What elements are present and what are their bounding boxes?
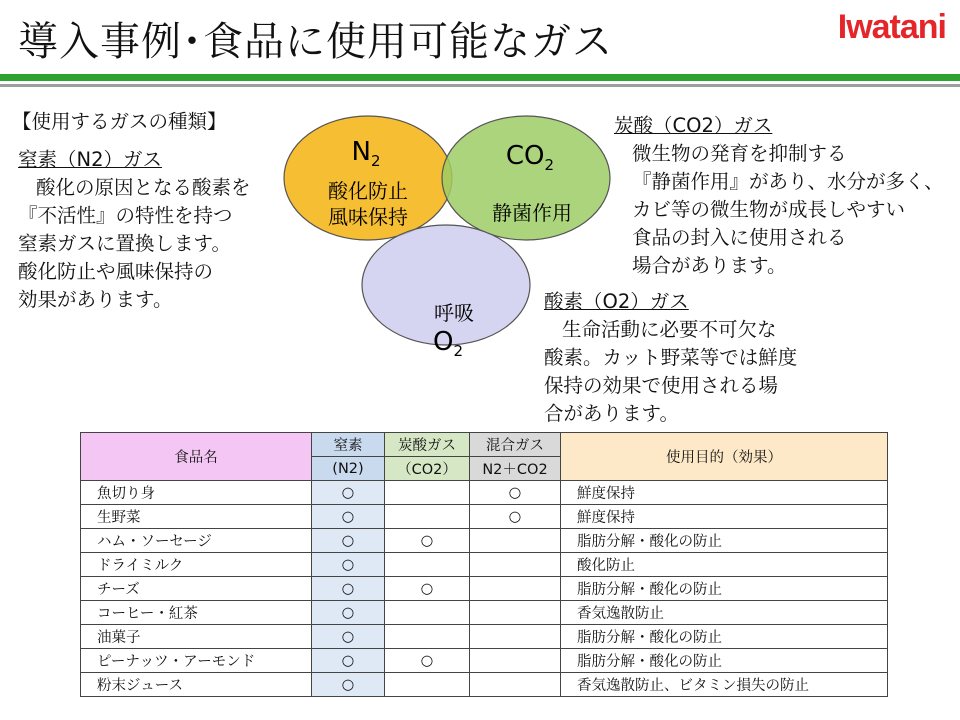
header-food: 食品名 [81,433,312,481]
o2-heading: 酸素（O2）ガス [544,290,689,313]
cell-co2: ○ [385,529,470,553]
co2-line: 微生物の発育を抑制する [632,142,847,165]
n2-line: 『不活性』の特性を持つ [18,204,233,227]
o2-line: 生命活動に必要不可欠な [562,318,777,341]
cell-purpose: 脂肪分解・酸化の防止 [561,529,888,553]
header-n2-bottom: (N2) [312,457,385,481]
o2-line: 保持の効果で使用される場 [544,374,779,397]
cell-n2: ○ [312,625,385,649]
cell-n2: ○ [312,601,385,625]
cell-food: チーズ [81,577,312,601]
cell-mix [470,553,561,577]
n2-formula: $N_2$ [351,137,381,170]
header-purpose: 使用目的（効果） [561,433,888,481]
co2-line: 食品の封入に使用される [632,226,847,249]
n2-heading: 窒素（N2）ガス [18,148,162,171]
cell-n2: ○ [312,553,385,577]
title-rule-gray [0,84,960,87]
cell-purpose: 脂肪分解・酸化の防止 [561,577,888,601]
cell-purpose: 香気逸散防止、ビタミン損失の防止 [561,673,888,697]
cell-co2 [385,625,470,649]
cell-n2: ○ [312,577,385,601]
cell-food: ハム・ソーセージ [81,529,312,553]
co2-line: 『静菌作用』があり、水分が多く、 [632,170,944,193]
gas-venn-diagram [280,110,620,380]
o2-line: 酸素。カット野菜等では鮮度 [544,346,798,369]
cell-n2: ○ [312,649,385,673]
n2-line: 酸化の原因となる酸素を [36,176,251,199]
cell-food: 粉末ジュース [81,673,312,697]
table-row [81,553,888,577]
cell-co2 [385,481,470,505]
co2-formula: $CO_2$ [505,141,555,174]
table-row [81,601,888,625]
cell-food: ピーナッツ・アーモンド [81,649,312,673]
co2-heading: 炭酸（CO2）ガス [614,114,773,137]
cell-mix: ○ [470,481,561,505]
table-row [81,505,888,529]
cell-co2 [385,601,470,625]
o2-formula: $O_2$ [432,327,464,360]
co2-line: カビ等の微生物が成長しやすい [632,198,906,221]
iwatani-logo: Iwatani [837,8,946,46]
table-row [81,577,888,601]
cell-food: コーヒー・紅茶 [81,601,312,625]
co2-line: 場合があります。 [632,254,787,277]
header-co2-bottom: （CO2） [385,457,470,481]
cell-mix [470,577,561,601]
o2-line: 合があります。 [544,402,679,425]
o2-label-1: 呼吸 [434,301,474,325]
n2-label-2: 風味保持 [328,205,408,229]
cell-purpose: 脂肪分解・酸化の防止 [561,649,888,673]
cell-purpose: 脂肪分解・酸化の防止 [561,625,888,649]
cell-mix: ○ [470,505,561,529]
cell-co2: ○ [385,577,470,601]
n2-description [18,146,308,314]
cell-n2: ○ [312,481,385,505]
table-row [81,673,888,697]
cell-co2: ○ [385,649,470,673]
page-title: 導入事例･食品に使用可能なガス [18,19,613,65]
co2-description [614,112,960,280]
header-n2-top: 窒素 [312,433,385,457]
header-mix-top: 混合ガス [470,433,561,457]
table-row [81,625,888,649]
cell-mix [470,625,561,649]
n2-line: 効果があります。 [18,288,173,311]
food-gas-table [80,432,888,697]
header-co2-top: 炭酸ガス [385,433,470,457]
cell-n2: ○ [312,505,385,529]
cell-mix [470,649,561,673]
cell-n2: ○ [312,673,385,697]
cell-mix [470,673,561,697]
cell-purpose: 酸化防止 [561,553,888,577]
cell-food: 油菓子 [81,625,312,649]
title-rule-green [0,74,960,81]
cell-food: 魚切り身 [81,481,312,505]
cell-co2 [385,505,470,529]
cell-n2: ○ [312,529,385,553]
cell-co2 [385,553,470,577]
table-row [81,529,888,553]
n2-label-1: 酸化防止 [328,179,408,203]
table-row [81,481,888,505]
cell-mix [470,601,561,625]
table-row [81,649,888,673]
cell-purpose: 鮮度保持 [561,505,888,529]
n2-line: 酸化防止や風味保持の [18,260,214,283]
cell-food: 生野菜 [81,505,312,529]
cell-mix [470,529,561,553]
co2-label-1: 静菌作用 [492,201,572,225]
section-title: 【使用するガスの種類】 [12,110,227,133]
cell-co2 [385,673,470,697]
cell-purpose: 香気逸散防止 [561,601,888,625]
header-mix-bottom: N2＋CO2 [470,457,561,481]
n2-line: 窒素ガスに置換します。 [18,232,231,255]
cell-food: ドライミルク [81,553,312,577]
cell-purpose: 鮮度保持 [561,481,888,505]
